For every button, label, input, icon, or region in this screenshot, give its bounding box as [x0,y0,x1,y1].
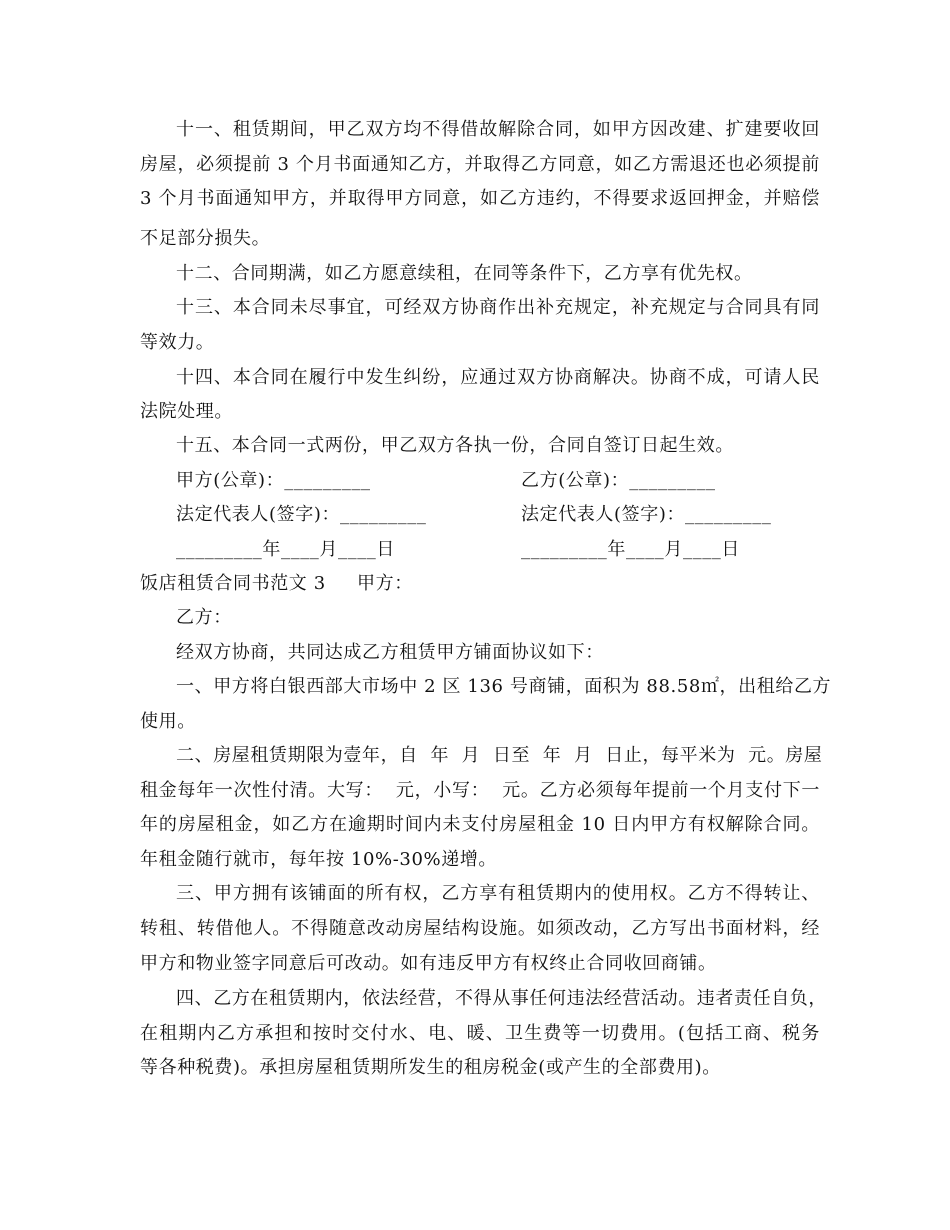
s3-clause-2-line-4: 年租金随行就市，每年按 10%-30%递增。 [140,849,498,870]
s3-clause-4-line-2: 在租期内乙方承担和按时交付水、电、暖、卫生费等一切费用。(包括工商、税务 [140,1023,820,1044]
s3-clause-1-line-2: 使用。 [140,711,196,732]
section-3-party-a: 甲方： [357,573,413,594]
s3-clause-2-line-2: 租金每年一次性付清。大写： 元，小写： 元。乙方必须每年提前一个月支付下一 [140,780,820,801]
party-a-date-field: _________年____月____日 [176,539,395,560]
s3-clause-3-line-1: 三、甲方拥有该铺面的所有权，乙方享有租赁期内的使用权。乙方不得转让、 [176,883,820,904]
s3-clause-1-line-1: 一、甲方将白银西部大市场中 2 区 136 号商铺，面积为 88.58㎡，出租给乙方 [176,676,832,697]
clause-13-line-1: 十三、本合同未尽事宜，可经双方协商作出补充规定，补充规定与合同具有同 [176,297,820,318]
party-b-date-field: _________年____月____日 [521,539,740,560]
clause-11-line-2: 房屋，必须提前 3 个月书面通知乙方，并取得乙方同意，如乙方需退还也必须提前 [140,154,820,175]
clause-11-line-4: 不足部分损失。 [140,228,271,249]
section-3-intro: 经双方协商，共同达成乙方租赁甲方铺面协议如下： [176,642,604,663]
s3-clause-3-line-3: 甲方和物业签字同意后可改动。如有违反甲方有权终止合同收回商铺。 [140,953,717,974]
section-3-party-b: 乙方： [176,607,232,628]
clause-14-line-2: 法院处理。 [140,401,233,422]
party-a-rep-field: 法定代表人(签字)：_________ [176,504,427,525]
party-b-rep-field: 法定代表人(签字)：_________ [521,504,772,525]
clause-13-line-2: 等效力。 [140,332,215,353]
s3-clause-4-line-1: 四、乙方在租赁期内，依法经营，不得从事任何违法经营活动。违者责任自负， [176,988,827,1009]
clause-11-line-3: 3 个月书面通知甲方，并取得甲方同意，如乙方违约，不得要求返回押金，并赔偿 [140,188,820,209]
section-3-title: 饭店租赁合同书范文 3 [140,573,326,594]
s3-clause-3-line-2: 转租、转借他人。不得随意改动房屋结构设施。如须改动，乙方写出书面材料，经 [140,918,820,939]
clause-15: 十五、本合同一式两份，甲乙双方各执一份，合同自签订日起生效。 [176,435,734,456]
s3-clause-2-line-3: 年的房屋租金，如乙方在逾期时间内未支付房屋租金 10 日内甲方有权解除合同。 [140,814,820,835]
party-a-seal-field: 甲方(公章)：_________ [176,470,371,491]
clause-11-line-1: 十一、租赁期间，甲乙双方均不得借故解除合同，如甲方因改建、扩建要收回 [176,119,820,140]
clause-12: 十二、合同期满，如乙方愿意续租，在同等条件下，乙方享有优先权。 [176,263,753,284]
party-b-seal-field: 乙方(公章)：_________ [521,470,716,491]
clause-14-line-1: 十四、本合同在履行中发生纠纷，应通过双方协商解决。协商不成，可请人民 [176,367,820,388]
s3-clause-2-line-1: 二、房屋租赁期限为壹年，自 年 月 日至 年 月 日止，每平米为 元。房屋 [176,745,823,766]
s3-clause-4-line-3: 等各种税费)。承担房屋租赁期所发生的租房税金(或产生的全部费用)。 [140,1057,721,1078]
